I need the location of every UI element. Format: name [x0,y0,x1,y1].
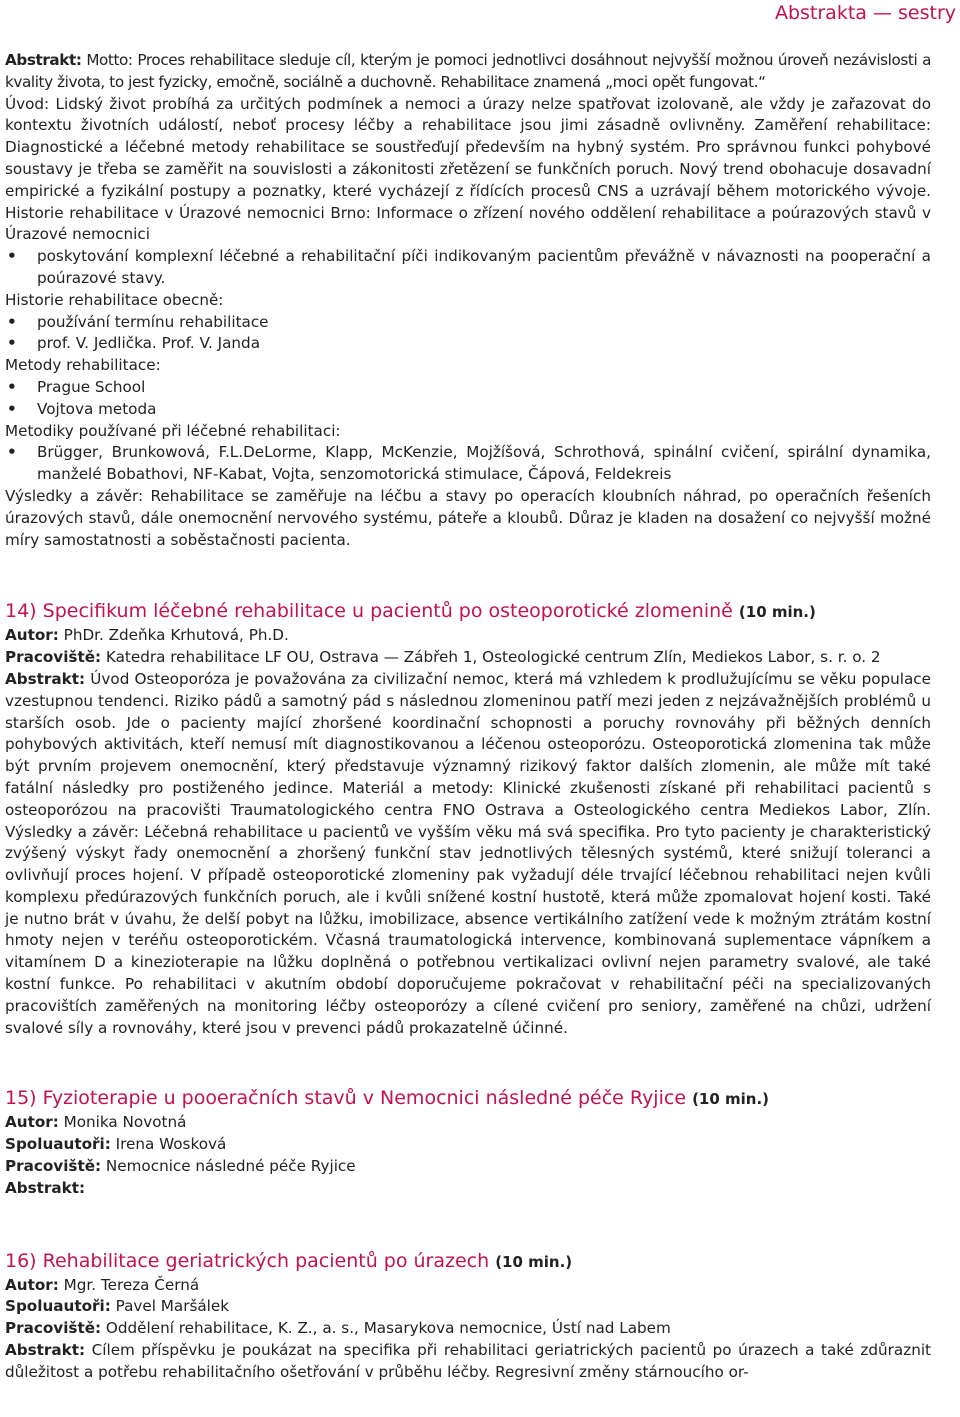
list-item: • prof. V. Jedlička. Prof. V. Janda [5,333,931,355]
page-header: Abstrakta — sestry [774,2,956,24]
workplace-label: Pracoviště: [5,648,102,667]
methods-list [5,377,931,421]
section16-title [5,1248,931,1275]
workplace-text: Katedra rehabilitace LF OU, Ostrava — Zábřeh 1, Osteologické centrum Zlín, Mediekos Labor, s. r. o. 2 [105,648,881,667]
workplace-text: Nemocnice následné péče Ryjice [105,1157,356,1176]
author-label: Autor: [5,1275,59,1294]
history-list [5,312,931,356]
intro-motto-paragraph [5,50,931,94]
list-item: • Prague School [5,377,931,399]
section14-workplace [5,647,931,669]
motto-text: Motto: Proces rehabilitace sleduje cíl, kterým je pomoci jednotlivci dosáhnout nejvyšší možnou úroveň nezávislosti a kvality života, to jest fyzicky, emočně, sociálně a duchovně. Rehabilitace znamená „moci opět fungovat.“ [5,51,931,91]
list-item: • Vojtova metoda [5,399,931,421]
document-body [5,50,931,1384]
abstract-text: Úvod Osteoporóza je považována za civilizační nemoc, která má vzhledem k prodlužujícímu se věku populace vzestupnou tendenci. Riziko pádů a samotný pád s následnou zlomeninou patří mezi jeden z nejzávažnějších problémů u starších osob. Jde o pacienty mající zhoršené koordinační schopnosti a poruchy rovnováhy při běžných denních pohybových aktivitách, kteří nemusí mít diagnostikovanou a léčenou osteoporózu. Osteoporotická zlomenina tak může být prvním projevem onemocnění, který představuje významný rizikový faktor dalších zlomenin, ale může mít také fatální následky pro postiženého jedince. Materiál a metody: Klinické zkušenosti získané při rehabilitaci pacientů s osteoporózou na pracovišti Traumatologického centra FNO Ostrava a Osteologického centra Mediekos Labor, Zlín. Výsledky a závěr: Léčebná rehabilitace u pacientů ve vyšším věku má svá specifika. Pro tyto pacienty je charakteristický zvýšený výskyt řady onemocnění a zhoršený funkční stav jednotlivých tělesných systémů, které snižují toleranci a ovlivňují proces hojení. V případě osteoporotické zlomeniny pak vyžadují déle trvající léčebnou rehabilitaci nejen kvůli komplexu předúrazových funkčních poruch, ale i kvůli snížené kostní hustotě, která může zpomalovat hojení kosti. Také je nutno brát v úvahu, že delší pobyt na lůžku, imobilizace, absence vertikálního zatížení vede k možným ztrátám kostní hmoty nejen v teréňu osteoporotickém. Včasná traumatologická intervence, kombinovaná suplementace vápníkem a vitamínem D a kinezioterapie na lůžku doplněná o potřebnou vertikalizaci ovlivní nejen parametry svalové, ale také kostní funkce. Po rehabilitaci v akutním období doporučujeme pokračovat v rehabilitační péči na specializovaných pracovištích zaměřených na monitoring léčby osteoporózy a cílené cvičení pro seniory, zaměřené na chůzi, udržení svalové síly a rovnováhy, které jsou v prevenci pádů prokazatelně účinné. [5,669,932,1037]
section15-coauthors [5,1134,931,1156]
list-item: • Brügger, Brunkowová, F.L.DeLorme, Klapp, McKenzie, Mojžíšová, Schrothová, spinální cvičení, spirální dynamika, manželé Bobathovi, NF-Kabat, Vojta, senzomotorická stimulace, Čápová, Feldekreis [5,442,931,486]
abstract-label: Abstrakt: [5,1178,86,1197]
list-item: • poskytování komplexní léčebné a rehabilitační píči indikovaným pacientům převážně v návaznosti na pooperační a poúrazové stavy. [5,246,931,290]
author-name: Monika Novotná [63,1113,187,1132]
section15-title-text: 15) Fyzioterapie u pooeračních stavů v Nemocnici následné péče Ryjice [5,1087,687,1110]
author-label: Autor: [5,1113,59,1132]
abstract-label: Abstrakt: [5,1341,86,1360]
workplace-label: Pracoviště: [5,1157,102,1176]
section16-duration: (10 min.) [495,1252,573,1271]
coauthors-label: Spoluautoři: [5,1297,111,1316]
author-label: Autor: [5,626,59,645]
coauthors-label: Spoluautoři: [5,1135,111,1154]
author-name: Mgr. Tereza Černá [63,1275,200,1294]
section16-author [5,1275,931,1297]
abstract-label: Abstrakt: [5,51,82,69]
section16-abstract [5,1340,931,1384]
workplace-label: Pracoviště: [5,1319,102,1338]
section15-duration: (10 min.) [692,1090,770,1109]
author-name: PhDr. Zdeňka Krhutová, Ph.D. [63,626,289,645]
section15-author [5,1112,931,1134]
section14-title-text: 14) Specifikum léčebné rehabilitace u pacientů po osteoporotické zlomenině [5,600,733,623]
section16-title-text: 16) Rehabilitace geriatrických pacientů po úrazech [5,1249,490,1272]
list-item: • používání termínu rehabilitace [5,312,931,334]
workplace-text: Oddělení rehabilitace, K. Z., a. s., Masarykova nemocnice, Ústí nad Labem [105,1319,671,1338]
coauthors-text: Pavel Maršálek [115,1297,230,1316]
section15-abstract [5,1178,931,1200]
techniques-label: Metodiky používané při léčebné rehabilitaci: [5,421,341,440]
results-paragraph: Výsledky a závěr: Rehabilitace se zaměřuje na léčbu a stavy po operacích kloubních náhrad, po operačních řešeních úrazových stavů, dále onemocnění nervového systému, páteře a kloubů. Důraz je kladen na dosažení co nejvyšší možné míry samostatnosti a soběstačnosti pacienta. [5,486,931,549]
section14-abstract [5,669,931,1040]
techniques-list [5,442,931,486]
section14-title [5,598,931,625]
section15-title [5,1085,931,1112]
coauthors-text: Irena Wosková [115,1135,227,1154]
methods-label: Metody rehabilitace: [5,356,161,375]
brno-list [5,246,931,290]
abstract-text: Cílem příspěvku je poukázat na specifika při rehabilitaci geriatrických pacientů po úrazech a také zdůraznit důležitost a potřebu rehabilitačního ošetřování v průběhu léčby. Regresivní změny stárnoucího or- [5,1341,931,1381]
history-general-label: Historie rehabilitace obecně: [5,290,224,309]
section14-author [5,625,931,647]
intro-uvod-paragraph: Úvod: Lidský život probíhá za určitých podmínek a nemoci a úrazy nelze spatřovat izolovaně, ale vždy je zařazovat do kontextu životních událostí, neboť procesy léčby a rehabilitace jsou jimi zásadně ovlivněny. Zaměření rehabilitace: Diagnostické a léčebné metody rehabilitace se soustřeďují především na hybný systém. Pro správnou funkci pohybové soustavy je třeba se zaměřit na souvislosti a zákonitosti zřetězení se funkčních poruch. Nový trend obohacuje dosavadní empirické a fyzikální postupy a poznatky, které vycházejí z řídících procesů CNS a uzrávají během motorického vývoje. Historie rehabilitace v Úrazové nemocnici Brno: Informace o zřízení nového oddělení rehabilitace a poúrazových stavů v Úrazové nemocnici [5,94,931,244]
section16-coauthors [5,1296,931,1318]
section14-duration: (10 min.) [738,603,816,622]
section16-workplace [5,1318,931,1340]
section15-workplace [5,1156,931,1178]
abstract-label: Abstrakt: [5,669,86,688]
